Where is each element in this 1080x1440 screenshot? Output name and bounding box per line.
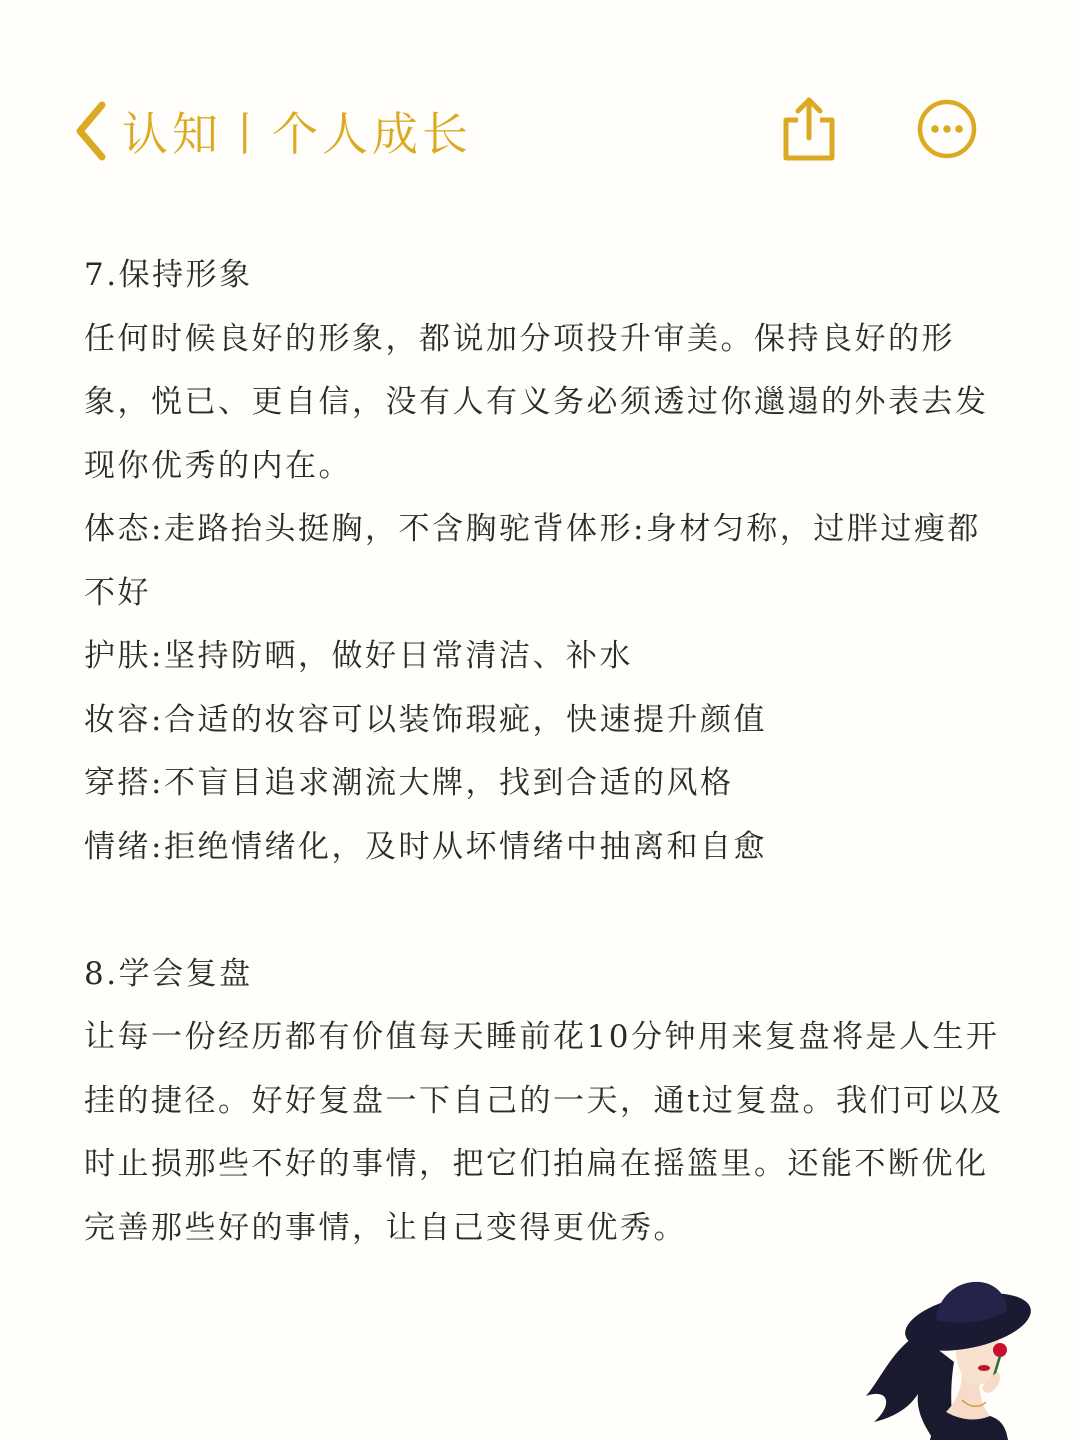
share-icon[interactable] (780, 96, 838, 162)
paragraph: 穿搭:不盲目追求潮流大牌，找到合适的风格 (84, 765, 734, 801)
paragraph: 让每一份经历都有价值每天睡前花10分钟用来复盘将是人生开挂的捷径。好好复盘一下自己的一天，通t过复盘。我们可以及时止损那些不好的事情，把它们拍扁在摇篮里。还能不断优化完善那些好的事情，让自己变得更优秀。 (84, 1019, 1004, 1246)
nav-bar (0, 0, 1080, 240)
nav-title: 认知丨个人成长 (122, 107, 472, 161)
section-spacer (84, 879, 1014, 943)
paragraph: 任何时候良好的形象，都说加分项投升审美。保持良好的形象，悦已、更自信，没有人有义务必须透过你邋遢的外表去发现你优秀的内在。 (84, 320, 989, 484)
paragraph: 妆容:合适的妆容可以装饰瑕疵，快速提升颜值 (84, 701, 767, 738)
note-body (84, 244, 1014, 1260)
paragraph: 情绪:拒绝情绪化，及时从坏情绪中抽离和自愈 (84, 828, 767, 865)
more-icon[interactable] (916, 98, 978, 160)
section-review (84, 943, 1014, 1261)
section-heading: 7.保持形象 (84, 257, 253, 293)
section-keep-image (84, 244, 1014, 879)
chevron-left-icon[interactable] (72, 99, 112, 163)
paragraph: 护肤:坚持防晒，做好日常清洁、补水 (84, 638, 633, 674)
paragraph: 体态:走路抬头挺胸，不含胸驼背体形:身材匀称，过胖过瘦都不好 (84, 511, 981, 611)
section-heading: 8.学会复盘 (84, 955, 253, 992)
back-button[interactable] (72, 96, 472, 166)
woman-in-hat-illustration (858, 1276, 1038, 1440)
